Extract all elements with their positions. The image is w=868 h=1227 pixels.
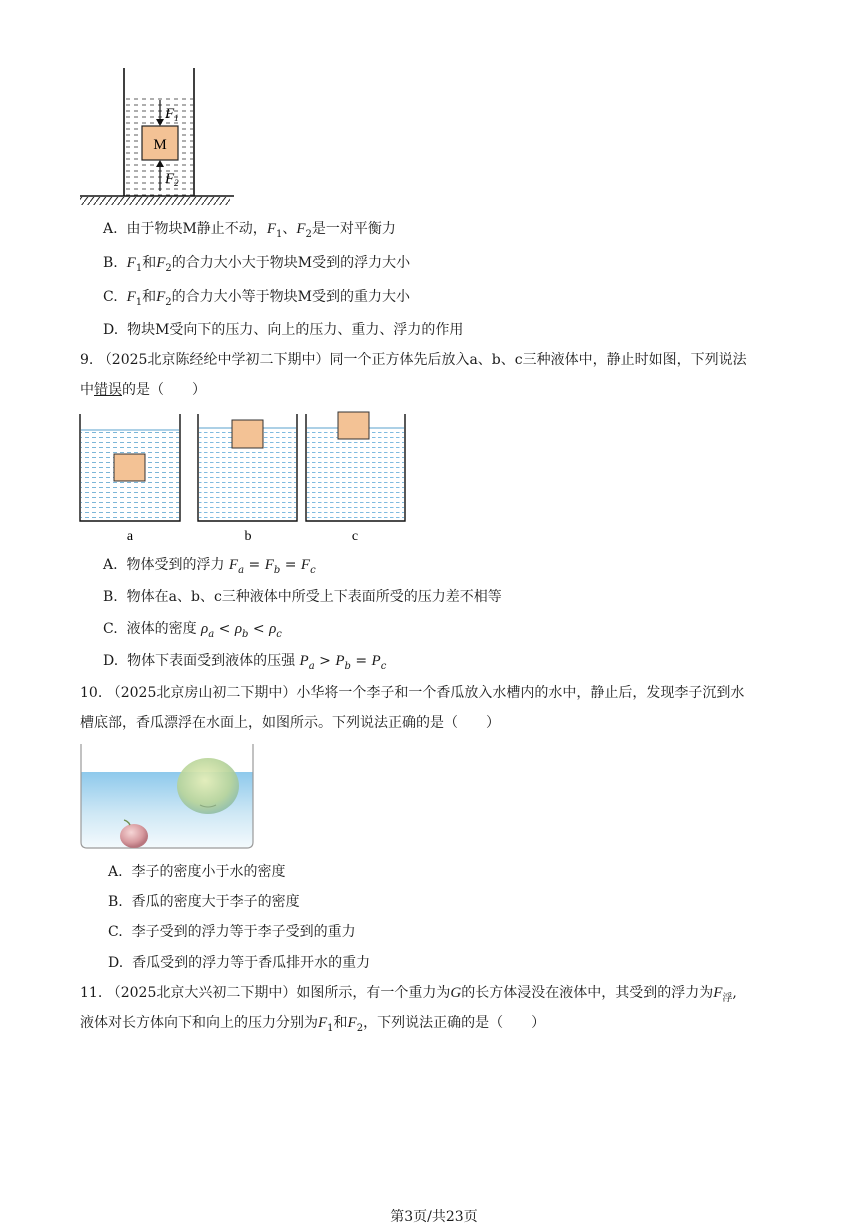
melon — [177, 758, 239, 814]
cube-in-a — [114, 454, 145, 481]
beaker-b — [198, 414, 297, 521]
q9-formula-a: $F_a = F_b = F_c$ — [228, 557, 316, 576]
figure-q9-container — [78, 410, 412, 546]
label-f2: $F_2$ — [165, 171, 179, 188]
q9-formula-c: $\rho_a < \rho_b < \rho_c$ — [201, 621, 282, 640]
q10-stem-line2: 槽底部，香瓜漂浮在水面上，如图所示。下列说法正确的是（ ） — [80, 715, 500, 731]
block-m-label: M — [153, 137, 167, 153]
q9-formula-d: $P_a > P_b = P_c$ — [299, 653, 387, 672]
q11-stem-line2: 液体对长方体向下和向上的压力分别为$F_1$和$F_2$，下列说法正确的是（ ） — [80, 1015, 546, 1034]
q9-stem-line2: 中错误的是（ ） — [80, 382, 206, 398]
q8-option-a: A. 由于物块M静止不动，$F_1$、$F_2$是一对平衡力 — [103, 221, 396, 240]
q11-stem-line1: 11. （2025北京大兴初二下期中）如图所示，有一个重力为G的长方体浸没在液体中，其受到的浮力为$F_浮$, — [80, 985, 737, 1004]
q9-option-a: A. 物体受到的浮力 $F_a = F_b = F_c$ — [103, 557, 316, 576]
ground-hatch — [80, 197, 230, 205]
q9-option-b: B. 物体在a、b、c三种液体中所受上下表面所受的压力差不相等 — [103, 589, 502, 605]
cube-in-b — [232, 420, 263, 448]
plum — [120, 824, 148, 848]
figure-q8-container — [78, 66, 238, 208]
q10-option-a: A. 李子的密度小于水的密度 — [108, 864, 286, 880]
q10-option-c: C. 李子受到的浮力等于李子受到的重力 — [108, 924, 356, 940]
q10-option-b: B. 香瓜的密度大于李子的密度 — [108, 894, 300, 910]
q10-stem-line1: 10. （2025北京房山初二下期中）小华将一个李子和一个香瓜放入水槽内的水中，静止后，发现李子沉到水 — [80, 685, 745, 701]
q8-option-c: C. $F_1$和$F_2$的合力大小等于物块M受到的重力大小 — [103, 289, 411, 308]
label-beaker-b: b — [244, 529, 252, 544]
label-beaker-a: a — [126, 529, 134, 544]
beaker-c — [306, 412, 405, 521]
q8-option-b: B. $F_1$和$F_2$的合力大小大于物块M受到的浮力大小 — [103, 255, 411, 274]
q9-option-d: D. 物体下表面受到液体的压强 $P_a > P_b = P_c$ — [103, 653, 387, 672]
page-footer: 第3页/共23页 — [390, 1209, 478, 1225]
q8-option-d: D. 物块M受向下的压力、向上的压力、重力、浮力的作用 — [103, 322, 464, 338]
figure-q10-tank — [78, 742, 256, 852]
beaker-a — [80, 414, 180, 521]
label-f1: $F_1$ — [165, 106, 179, 123]
label-beaker-c: c — [351, 529, 359, 544]
q9-option-c: C. 液体的密度 $\rho_a < \rho_b < \rho_c$ — [103, 621, 282, 640]
q9-stem-line1: 9. （2025北京陈经纶中学初二下期中）同一个正方体先后放入a、b、c三种液体中，静止时如图，下列说法 — [80, 352, 747, 368]
cube-in-c — [338, 412, 369, 439]
q10-option-d: D. 香瓜受到的浮力等于香瓜排开水的重力 — [108, 955, 371, 971]
